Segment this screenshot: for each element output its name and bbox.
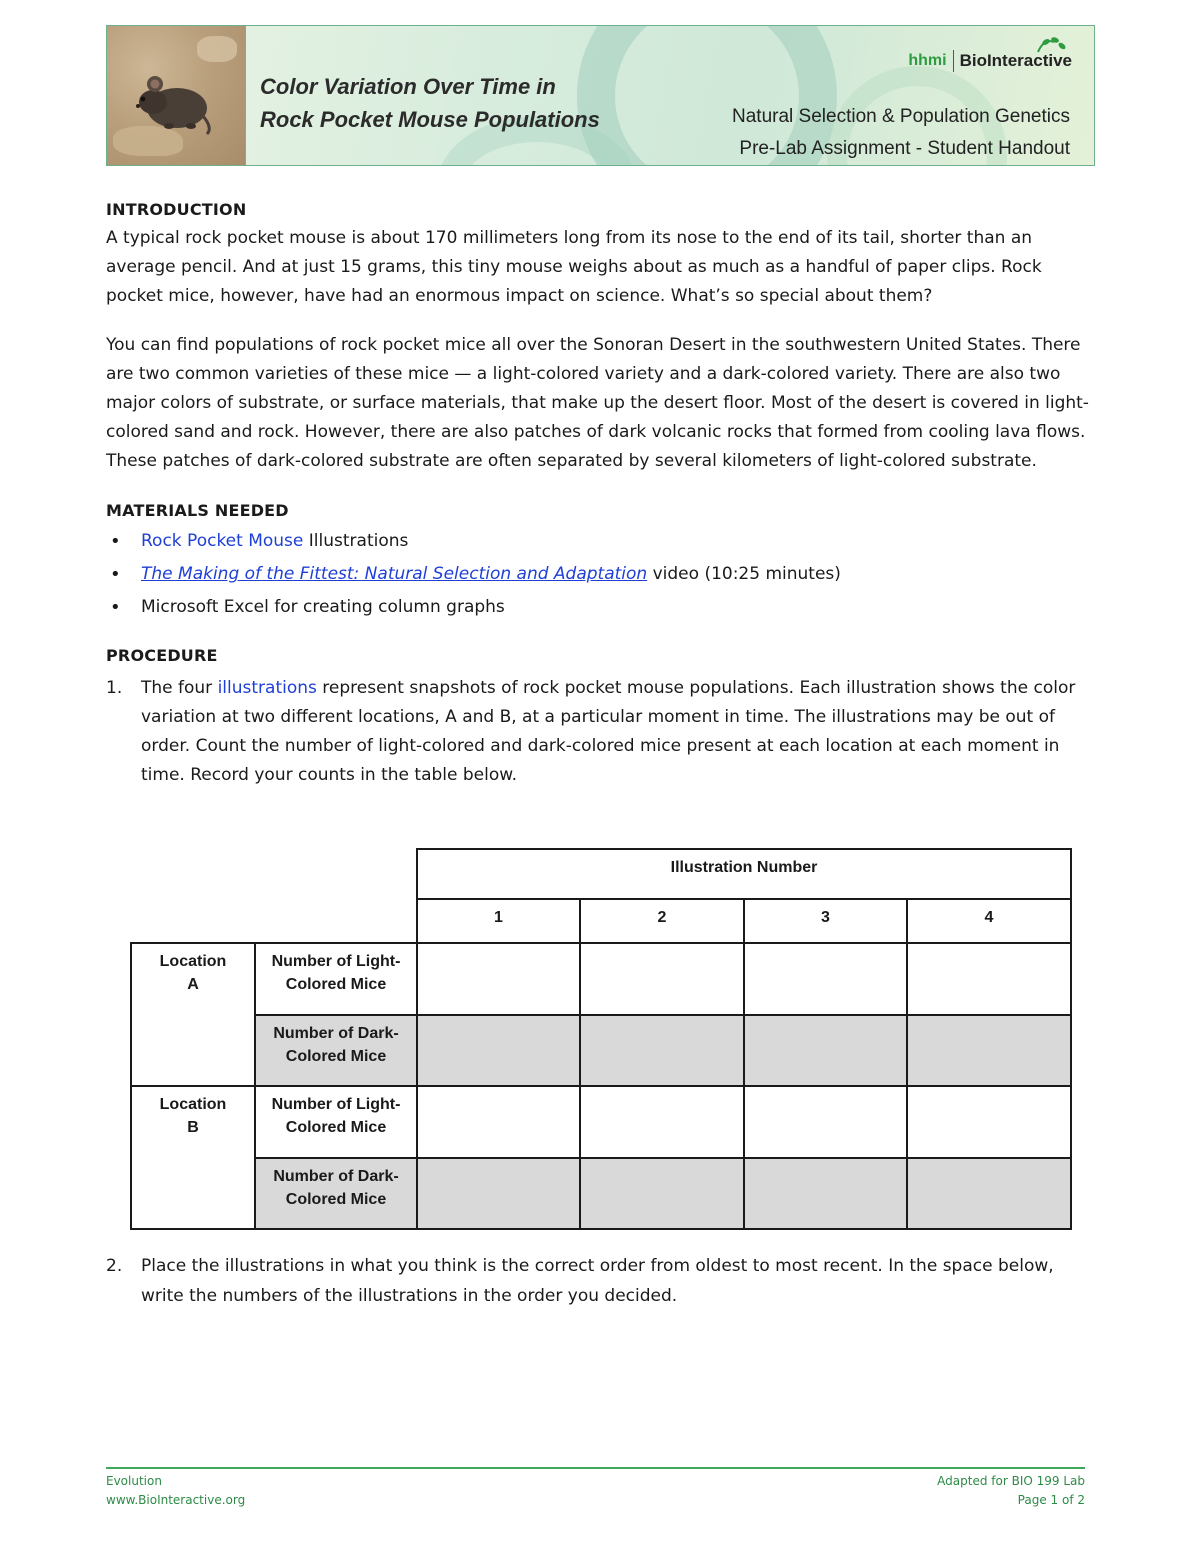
title-line-2: Rock Pocket Mouse Populations	[260, 107, 600, 132]
footer-adapted-note: Adapted for BIO 199 Lab	[937, 1474, 1085, 1488]
table-cell-input[interactable]	[744, 943, 907, 1015]
mouse-photo	[107, 26, 246, 165]
table-cell-input[interactable]	[744, 1015, 907, 1086]
logo-hhmi: hhmi	[908, 52, 947, 69]
table-cell-input[interactable]	[417, 1158, 580, 1229]
hhmi-biointeractive-logo	[908, 48, 1072, 74]
making-of-the-fittest-link[interactable]: The Making of the Fittest: Natural Selection and Adaptation	[141, 564, 648, 584]
procedure-step-2: 2. Place the illustrations in what you think is the correct order from oldest to most recent. In the space below, write the numbers of the illustrations in the order you decided.	[106, 1256, 1054, 1306]
introduction-heading: INTRODUCTION	[106, 200, 247, 219]
column-header-4: 4	[907, 899, 1071, 943]
document-body	[106, 195, 1096, 790]
list-item: • The Making of the Fittest: Natural Selection and Adaptation video (10:25 minutes)	[106, 558, 1096, 591]
location-a-label: Location A	[131, 943, 255, 1086]
table-cell-input[interactable]	[580, 1086, 744, 1158]
dark-colored-label: Number of Dark-Colored Mice	[255, 1158, 417, 1229]
procedure-heading: PROCEDURE	[106, 646, 218, 665]
table-cell-input[interactable]	[417, 943, 580, 1015]
introduction-paragraph-1: A typical rock pocket mouse is about 170 millimeters long from its nose to the end of its tail, shorter than an average pencil. And at just 15 grams, this tiny mouse weighs about as much as a handful of paper clips. Rock pocket mice, however, have had an enormous impact on science. What’s so special about them?	[106, 228, 1042, 306]
materials-list	[106, 525, 1096, 624]
table-cell-input[interactable]	[907, 1015, 1071, 1086]
document-title	[260, 70, 600, 136]
light-colored-label: Number of Light-Colored Mice	[255, 1086, 417, 1158]
materials-heading: MATERIALS NEEDED	[106, 501, 289, 520]
list-item: • Rock Pocket Mouse Illustrations	[106, 525, 1096, 558]
subtitle-line-2: Pre-Lab Assignment - Student Handout	[739, 138, 1070, 159]
location-b-label: Location B	[131, 1086, 255, 1229]
footer-divider	[106, 1467, 1085, 1469]
table-cell-input[interactable]	[744, 1086, 907, 1158]
table-cell-input[interactable]	[907, 1158, 1071, 1229]
footer-left	[106, 1472, 245, 1510]
column-header-1: 1	[417, 899, 580, 943]
footer-website-link[interactable]: www.BioInteractive.org	[106, 1493, 246, 1507]
procedure-steps	[106, 674, 1096, 790]
subtitle-line-1: Natural Selection & Population Genetics	[732, 106, 1070, 127]
mouse-count-table	[130, 848, 1072, 1230]
table-cell-input[interactable]	[744, 1158, 907, 1229]
mouse-icon	[135, 66, 215, 136]
table-cell-input[interactable]	[417, 1015, 580, 1086]
footer-course: Evolution	[106, 1474, 162, 1488]
document-subtitle	[732, 101, 1070, 165]
column-header-2: 2	[580, 899, 744, 943]
table-cell-input[interactable]	[580, 943, 744, 1015]
table-cell-input[interactable]	[907, 943, 1071, 1015]
table-cell-input[interactable]	[417, 1086, 580, 1158]
logo-biointeractive: BioInteractive	[959, 51, 1072, 70]
header-banner	[106, 25, 1095, 166]
column-header-3: 3	[744, 899, 907, 943]
footer-right	[937, 1472, 1085, 1510]
title-line-1: Color Variation Over Time in	[260, 74, 556, 99]
list-item: • Microsoft Excel for creating column graphs	[106, 591, 1096, 624]
dark-colored-label: Number of Dark-Colored Mice	[255, 1015, 417, 1086]
footer-page-number: Page 1 of 2	[1017, 1493, 1085, 1507]
table-header-illustration-number: Illustration Number	[417, 849, 1071, 899]
rock-pocket-mouse-link[interactable]: Rock Pocket Mouse	[141, 531, 304, 551]
light-colored-label: Number of Light-Colored Mice	[255, 943, 417, 1015]
table-cell-input[interactable]	[580, 1015, 744, 1086]
table-cell-input[interactable]	[580, 1158, 744, 1229]
table-cell-input[interactable]	[907, 1086, 1071, 1158]
illustrations-link[interactable]: illustrations	[217, 678, 317, 698]
procedure-step-1: 1. The four illustrations represent snapshots of rock pocket mouse populations. Each illustration shows the color variation at two different locations, A and B, at a particular moment in time. The illustrations may be out of order. Count the number of light-colored and dark-colored mice present at each location at each moment in time. Record your counts in the table below.	[106, 678, 1076, 785]
introduction-paragraph-2: You can find populations of rock pocket mice all over the Sonoran Desert in the southwestern United States. There are two common varieties of these mice — a light-colored variety and a dark-colored variety. There are also two major colors of substrate, or surface materials, that make up the desert floor. Most of the desert is covered in light-colored sand and rock. However, there are also patches of dark volcanic rocks that formed from cooling lava flows. These patches of dark-colored substrate are often separated by several kilometers of light-colored substrate.	[106, 335, 1089, 471]
